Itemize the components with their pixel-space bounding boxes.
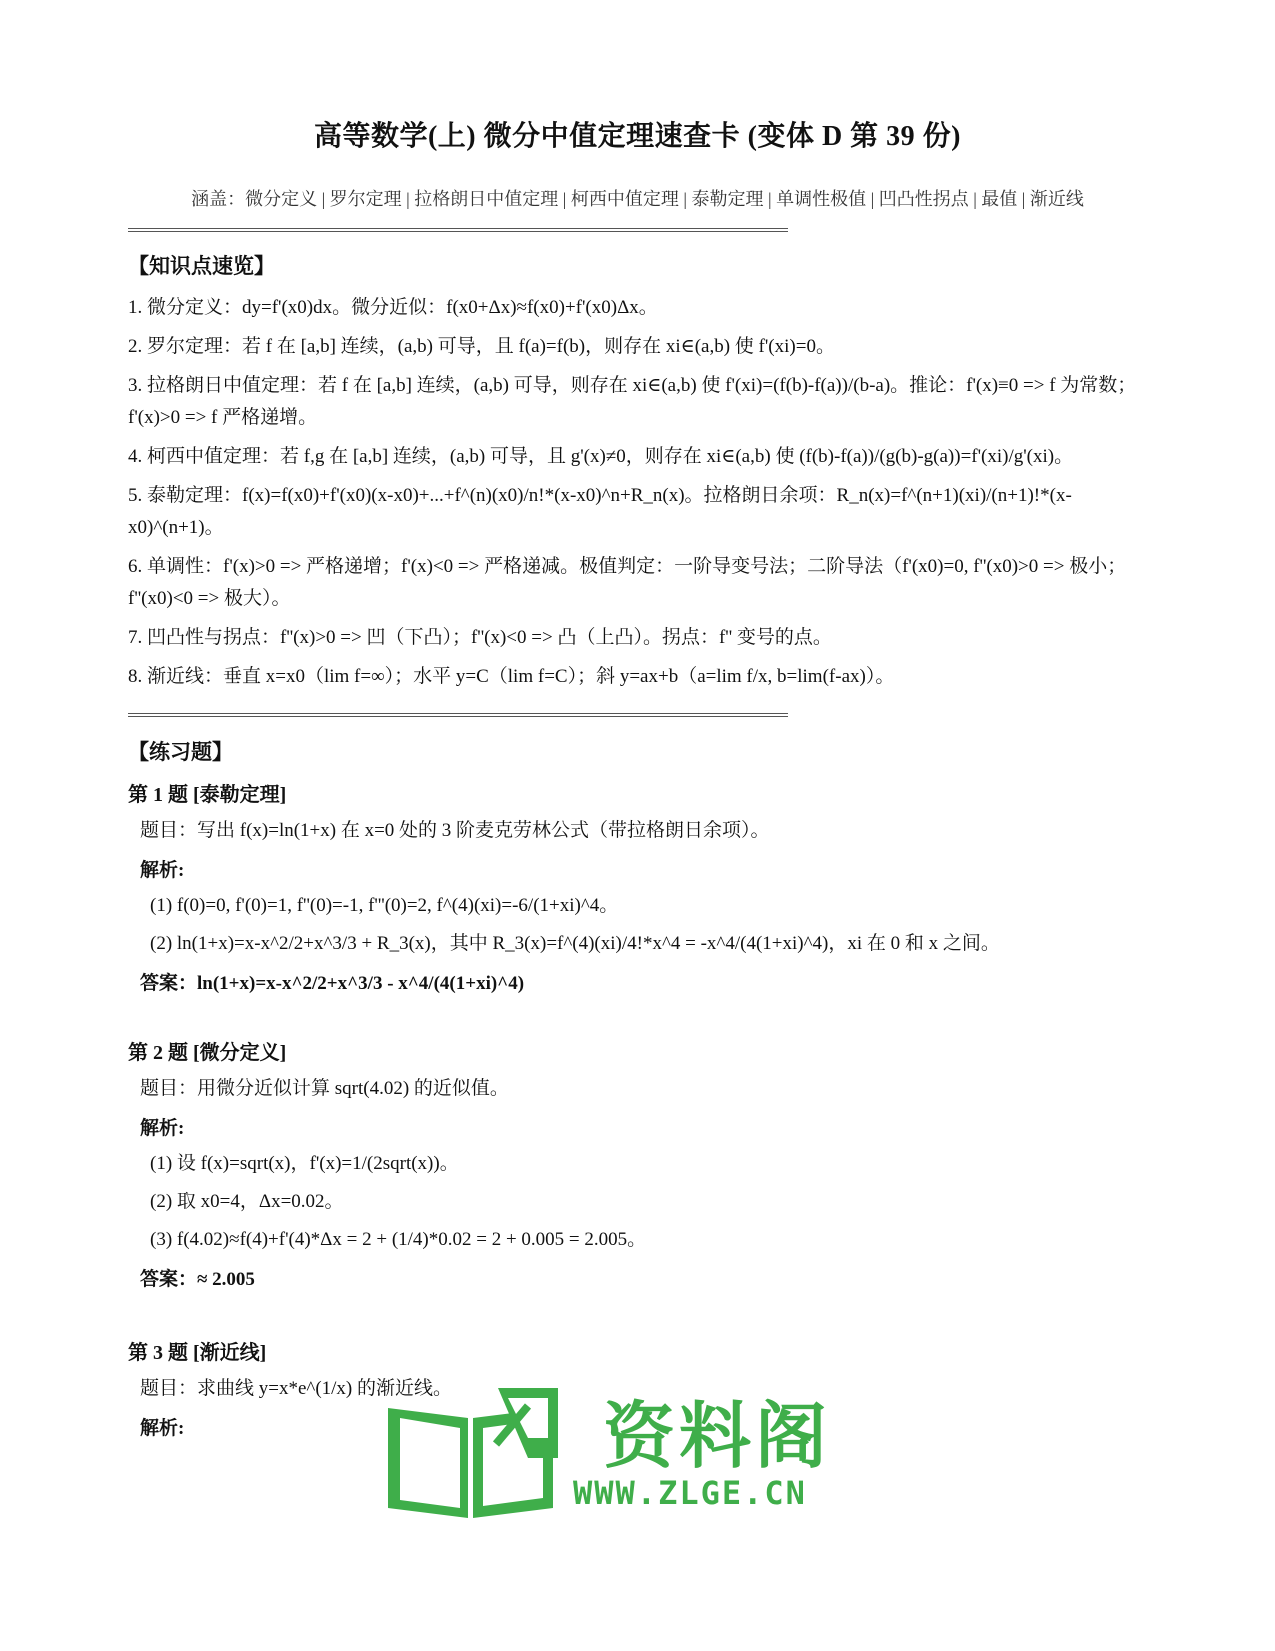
knowledge-section	[128, 250, 1148, 700]
analysis-step: (2) ln(1+x)=x-x^2/2+x^3/3 + R_3(x)，其中 R_3(x)=f^(4)(xi)/4!*x^4 = -x^4/(4(1+xi)^4)，xi 在 0 和 x 之间。	[150, 933, 1000, 954]
answer-text: 答案：≈ 2.005	[140, 1269, 255, 1290]
analysis-label: 解析:	[140, 1418, 185, 1439]
question-title: 第 1 题 [泰勒定理]	[128, 784, 287, 806]
answer-text: 答案：ln(1+x)=x-x^2/2+x^3/3 - x^4/(4(1+xi)^4)	[140, 973, 525, 994]
analysis-step: (2) 取 x0=4，Δx=0.02。	[150, 1191, 344, 1212]
question-2	[128, 1036, 1148, 1291]
analysis-label: 解析:	[140, 860, 185, 881]
analysis-step: (1) f(0)=0, f'(0)=1, f''(0)=-1, f'''(0)=2, f^(4)(xi)=-6/(1+xi)^4。	[150, 895, 619, 916]
knowledge-item: 4. 柯西中值定理：若 f,g 在 [a,b] 连续，(a,b) 可导，且 g'(x)≠0，则存在 xi∈(a,b) 使 (f(b)-f(a))/(g(b)-g(a))=f'(xi)/g'(xi)。	[128, 446, 1074, 467]
question-text: 题目：求曲线 y=x*e^(1/x) 的渐近线。	[140, 1378, 452, 1399]
knowledge-item: 5. 泰勒定理：f(x)=f(x0)+f'(x0)(x-x0)+...+f^(n)(x0)/n!*(x-x0)^n+R_n(x)。拉格朗日余项：R_n(x)=f^(n+1)(xi)/(n+1)!*(x-x0)^(n+1)。	[128, 485, 1072, 538]
divider-middle	[128, 713, 788, 714]
question-title: 第 3 题 [渐近线]	[128, 1342, 267, 1364]
knowledge-heading: 【知识点速览】	[128, 254, 275, 278]
divider-top	[128, 228, 788, 229]
knowledge-item: 6. 单调性：f'(x)>0 => 严格递增；f'(x)<0 => 严格递减。极值判定：一阶导变号法；二阶导法（f'(x0)=0, f''(x0)>0 => 极小；f''(x0)<0 => 极大）。	[128, 556, 1127, 609]
watermark-url: WWW.ZLGE.CN	[573, 1474, 807, 1512]
knowledge-item: 8. 渐近线：垂直 x=x0（lim f=∞）；水平 y=C（lim f=C）；斜 y=ax+b（a=lim f/x, b=lim(f-ax)）。	[128, 666, 895, 687]
knowledge-item: 1. 微分定义：dy=f'(x0)dx。微分近似：f(x0+Δx)≈f(x0)+f'(x0)Δx。	[128, 297, 658, 318]
practice-section	[128, 736, 1148, 995]
watermark-logo	[398, 1378, 838, 1528]
question-text: 题目：用微分近似计算 sqrt(4.02) 的近似值。	[140, 1078, 509, 1099]
knowledge-item: 3. 拉格朗日中值定理：若 f 在 [a,b] 连续，(a,b) 可导，则存在 xi∈(a,b) 使 f'(xi)=(f(b)-f(a))/(b-a)。推论：f'(x)≡0 => f 为常数；f'(x)>0 => f 严格递增。	[128, 375, 1137, 428]
analysis-step: (1) 设 f(x)=sqrt(x)，f'(x)=1/(2sqrt(x))。	[150, 1153, 459, 1174]
knowledge-item: 7. 凹凸性与拐点：f''(x)>0 => 凹（下凸）；f''(x)<0 => 凸（上凸）。拐点：f'' 变号的点。	[128, 627, 832, 648]
practice-heading: 【练习题】	[128, 740, 233, 764]
document-subtitle: 涵盖：微分定义 | 罗尔定理 | 拉格朗日中值定理 | 柯西中值定理 | 泰勒定理 | 单调性极值 | 凹凸性拐点 | 最值 | 渐近线	[191, 189, 1084, 209]
book-icon	[378, 1378, 578, 1528]
knowledge-item: 2. 罗尔定理：若 f 在 [a,b] 连续，(a,b) 可导，且 f(a)=f(b)，则存在 xi∈(a,b) 使 f'(xi)=0。	[128, 336, 835, 357]
watermark-name: 资料阁	[603, 1394, 832, 1478]
question-1	[128, 778, 1148, 995]
analysis-step: (3) f(4.02)≈f(4)+f'(4)*Δx = 2 + (1/4)*0.02 = 2 + 0.005 = 2.005。	[150, 1229, 647, 1250]
analysis-label: 解析:	[140, 1118, 185, 1139]
question-text: 题目：写出 f(x)=ln(1+x) 在 x=0 处的 3 阶麦克劳林公式（带拉格朗日余项）。	[140, 820, 770, 841]
document-title: 高等数学(上) 微分中值定理速查卡 (变体 D 第 39 份)	[313, 121, 962, 152]
question-title: 第 2 题 [微分定义]	[128, 1042, 287, 1064]
